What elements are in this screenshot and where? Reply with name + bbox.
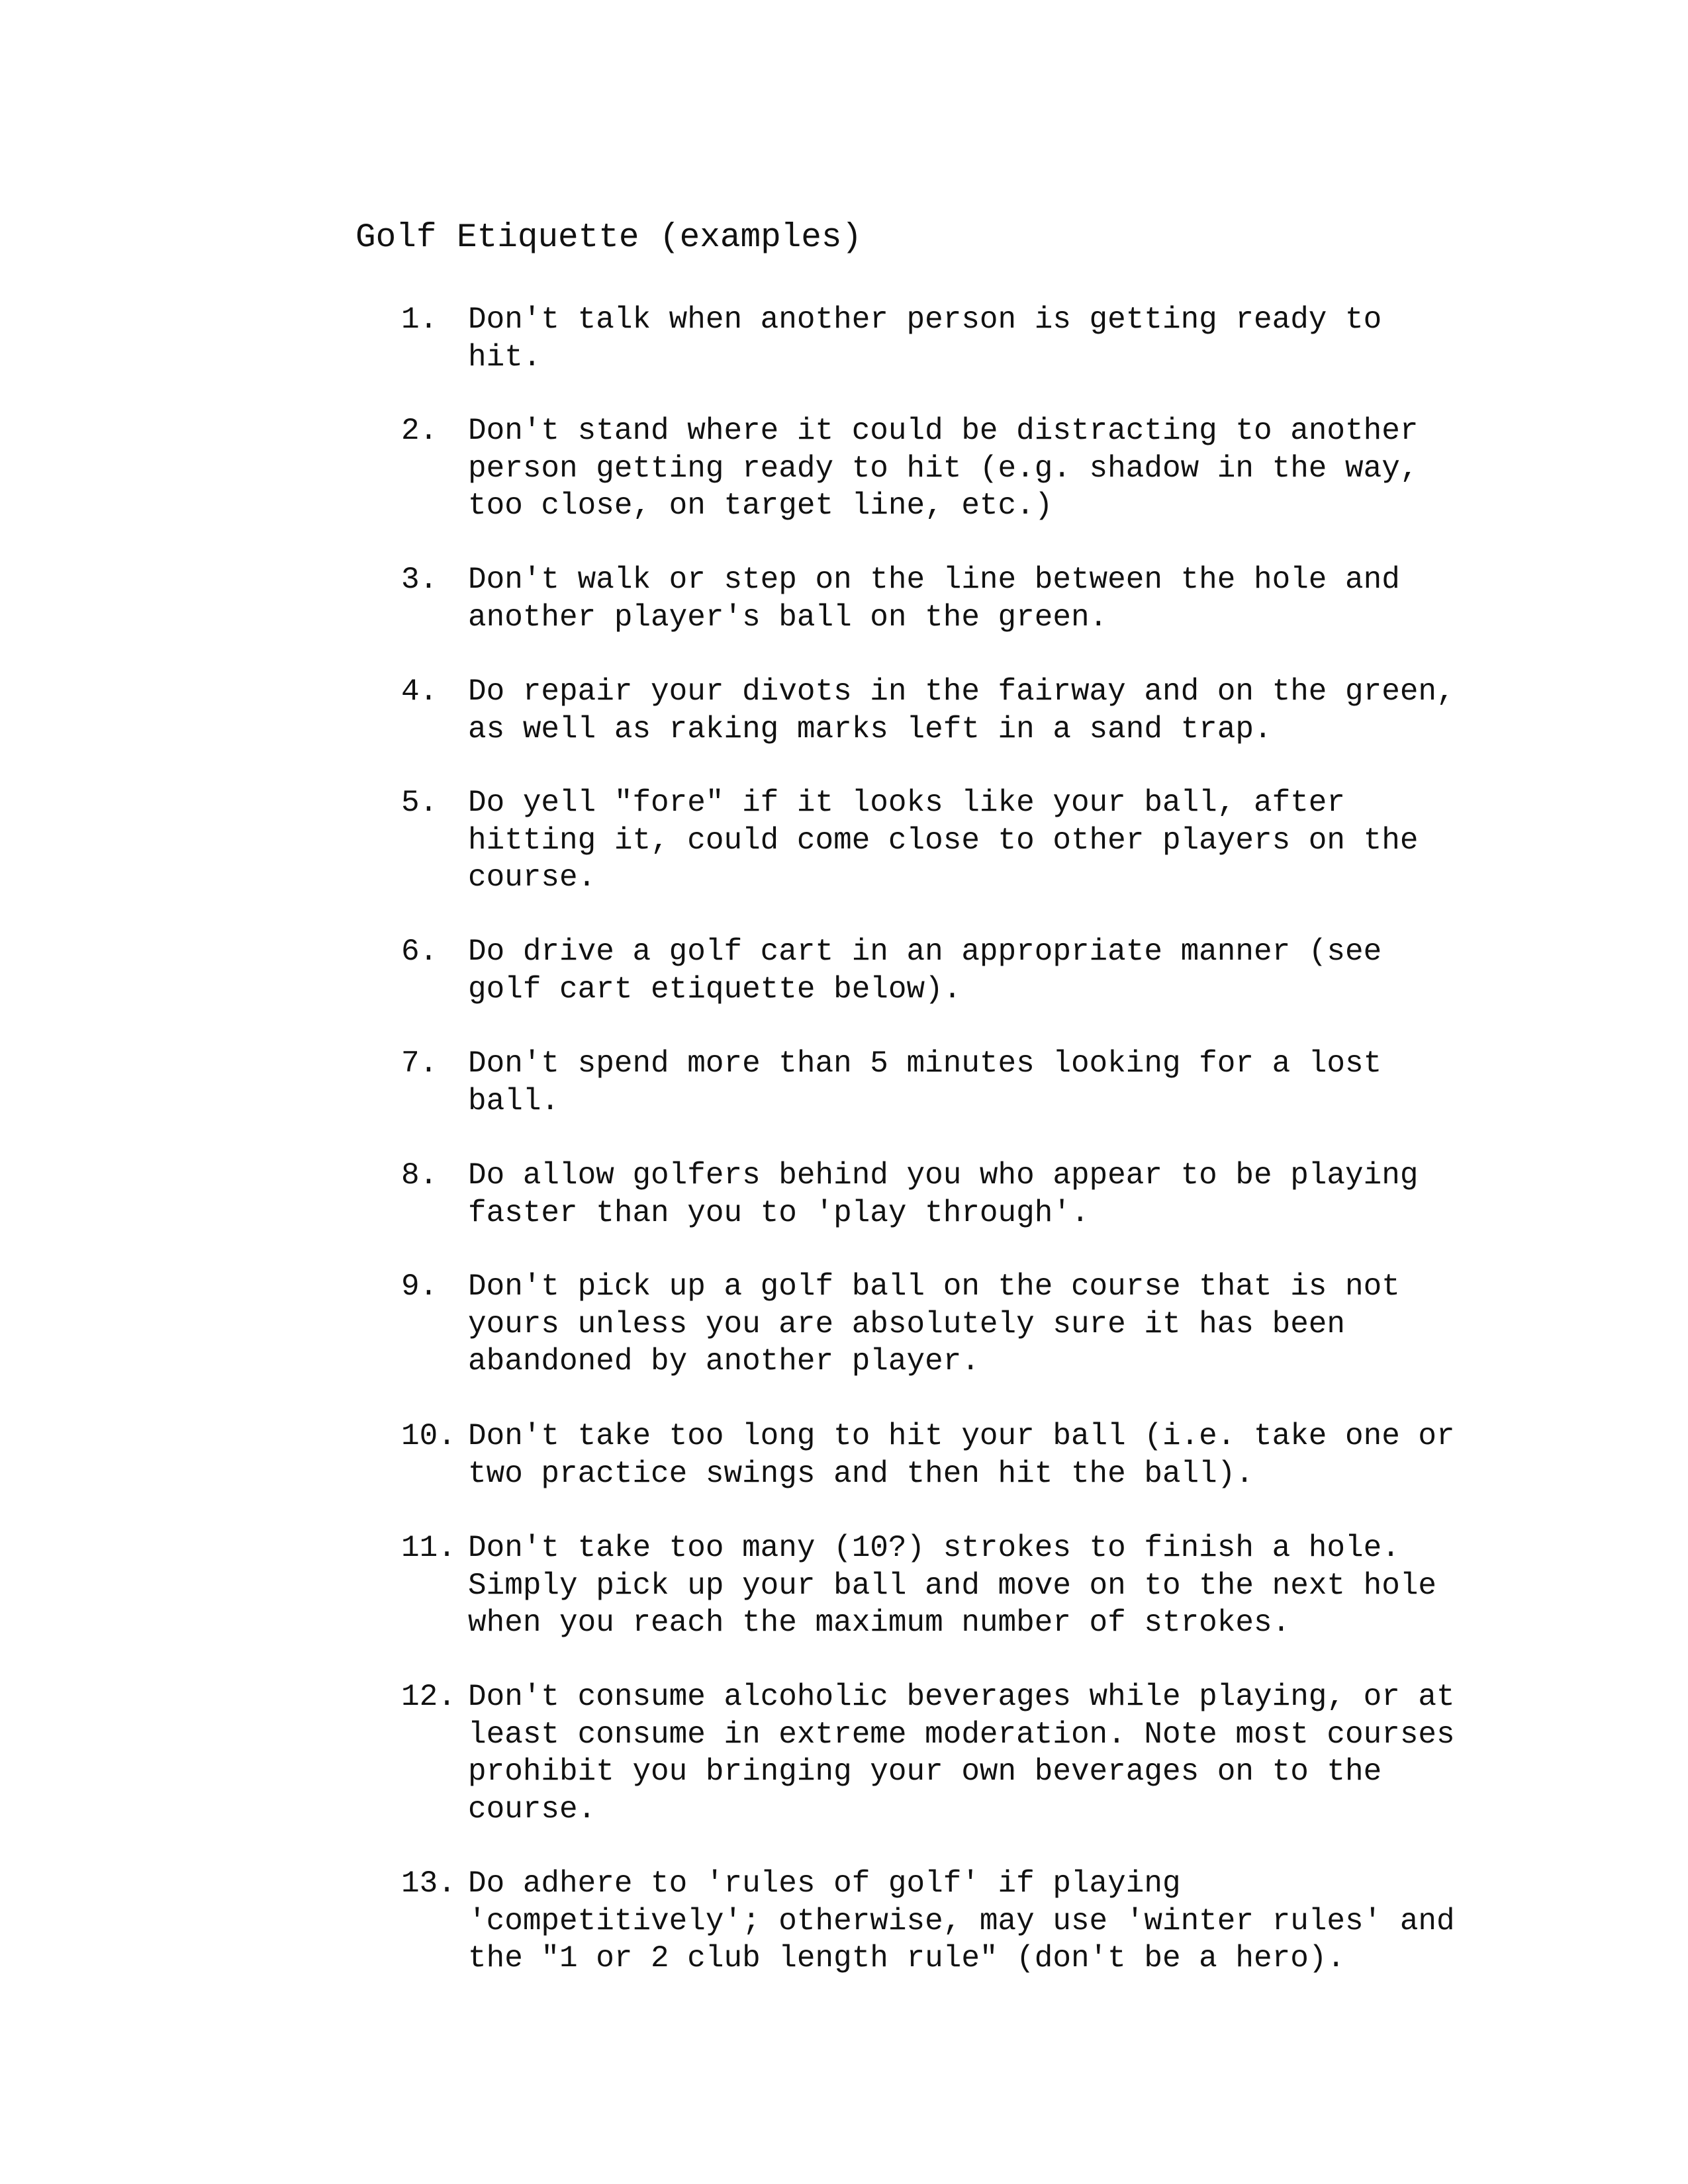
list-item-number: 8.: [401, 1158, 438, 1193]
list-item-line: Don't take too long to hit your ball (i.e. take one or: [468, 1419, 1455, 1453]
list-item-text: [468, 784, 1593, 897]
list-item-text: [468, 1678, 1593, 1828]
list-item-line: Don't stand where it could be distracting to another: [468, 414, 1419, 448]
list-item-line: as well as raking marks left in a sand trap.: [468, 711, 1272, 747]
list-item-text: [468, 412, 1593, 525]
list-item-number: 1.: [401, 302, 438, 337]
page-title: Golf Etiquette (examples): [355, 219, 863, 257]
list-item-line: too close, on target line, etc.): [468, 488, 1053, 523]
list-item-text: [468, 301, 1593, 376]
list-item-line: when you reach the maximum number of strokes.: [468, 1606, 1291, 1640]
list-item-text: [468, 1865, 1593, 1978]
list-item-number: 5.: [401, 786, 438, 820]
list-item-text: [468, 933, 1593, 1008]
list-item-number: 3.: [401, 563, 438, 597]
list-item-line: Don't spend more than 5 minutes looking for a lost: [468, 1046, 1382, 1081]
list-item-line: Simply pick up your ball and move on to the next hole: [468, 1568, 1437, 1603]
list-item-number: 12.: [401, 1680, 456, 1714]
list-item-line: least consume in extreme moderation. Note most courses: [468, 1717, 1455, 1752]
list-item-text: [468, 1157, 1593, 1232]
list-item-number: 11.: [401, 1531, 456, 1565]
list-item-line: ball.: [468, 1083, 560, 1118]
list-item-number: 7.: [401, 1046, 438, 1081]
list-item-line: Do yell "fore" if it looks like your ball, after: [468, 786, 1346, 820]
list-item-line: hitting it, could come close to other players on the: [468, 823, 1419, 858]
list-item-line: faster than you to 'play through'.: [468, 1195, 1090, 1230]
list-item-line: Do repair your divots in the fairway and on the green,: [468, 674, 1455, 709]
list-item-line: hit.: [468, 340, 541, 375]
list-item-text: [468, 673, 1593, 748]
list-item-text: [468, 1418, 1593, 1492]
list-item-line: person getting ready to hit (e.g. shadow in the way,: [468, 451, 1419, 486]
list-item-line: course.: [468, 1792, 596, 1827]
list-item-line: Do allow golfers behind you who appear to be playing: [468, 1158, 1419, 1193]
list-item-line: Don't walk or step on the line between the hole and: [468, 563, 1400, 597]
list-item-line: Do drive a golf cart in an appropriate manner (see: [468, 934, 1382, 969]
list-item-number: 4.: [401, 674, 438, 709]
list-item-line: yours unless you are absolutely sure it has been: [468, 1306, 1346, 1342]
list-item-text: [468, 561, 1593, 636]
list-item-line: golf cart etiquette below).: [468, 972, 962, 1007]
list-item-number: 9.: [401, 1269, 438, 1304]
list-item-line: 'competitively'; otherwise, may use 'winter rules' and: [468, 1903, 1455, 1938]
list-item-number: 2.: [401, 414, 438, 448]
list-item-line: another player's ball on the green.: [468, 600, 1108, 635]
list-item-line: Don't take too many (10?) strokes to finish a hole.: [468, 1531, 1400, 1565]
list-item-text: [468, 1045, 1593, 1120]
list-item-number: 6.: [401, 934, 438, 969]
list-item-line: course.: [468, 860, 596, 895]
list-item-text: [468, 1529, 1593, 1642]
list-item-line: Don't pick up a golf ball on the course that is not: [468, 1269, 1400, 1304]
list-item-line: the "1 or 2 club length rule" (don't be a hero).: [468, 1941, 1346, 1976]
list-item-line: prohibit you bringing your own beverages on to the: [468, 1754, 1382, 1789]
list-item-line: two practice swings and then hit the ball).: [468, 1456, 1254, 1491]
list-item-line: Don't talk when another person is getting ready to: [468, 302, 1382, 337]
list-item-line: Don't consume alcoholic beverages while playing, or at: [468, 1680, 1455, 1714]
list-item-text: [468, 1268, 1593, 1381]
list-item-number: 10.: [401, 1419, 456, 1453]
list-item-line: abandoned by another player.: [468, 1344, 980, 1379]
list-item-number: 13.: [401, 1866, 456, 1901]
list-item-line: Do adhere to 'rules of golf' if playing: [468, 1866, 1181, 1901]
